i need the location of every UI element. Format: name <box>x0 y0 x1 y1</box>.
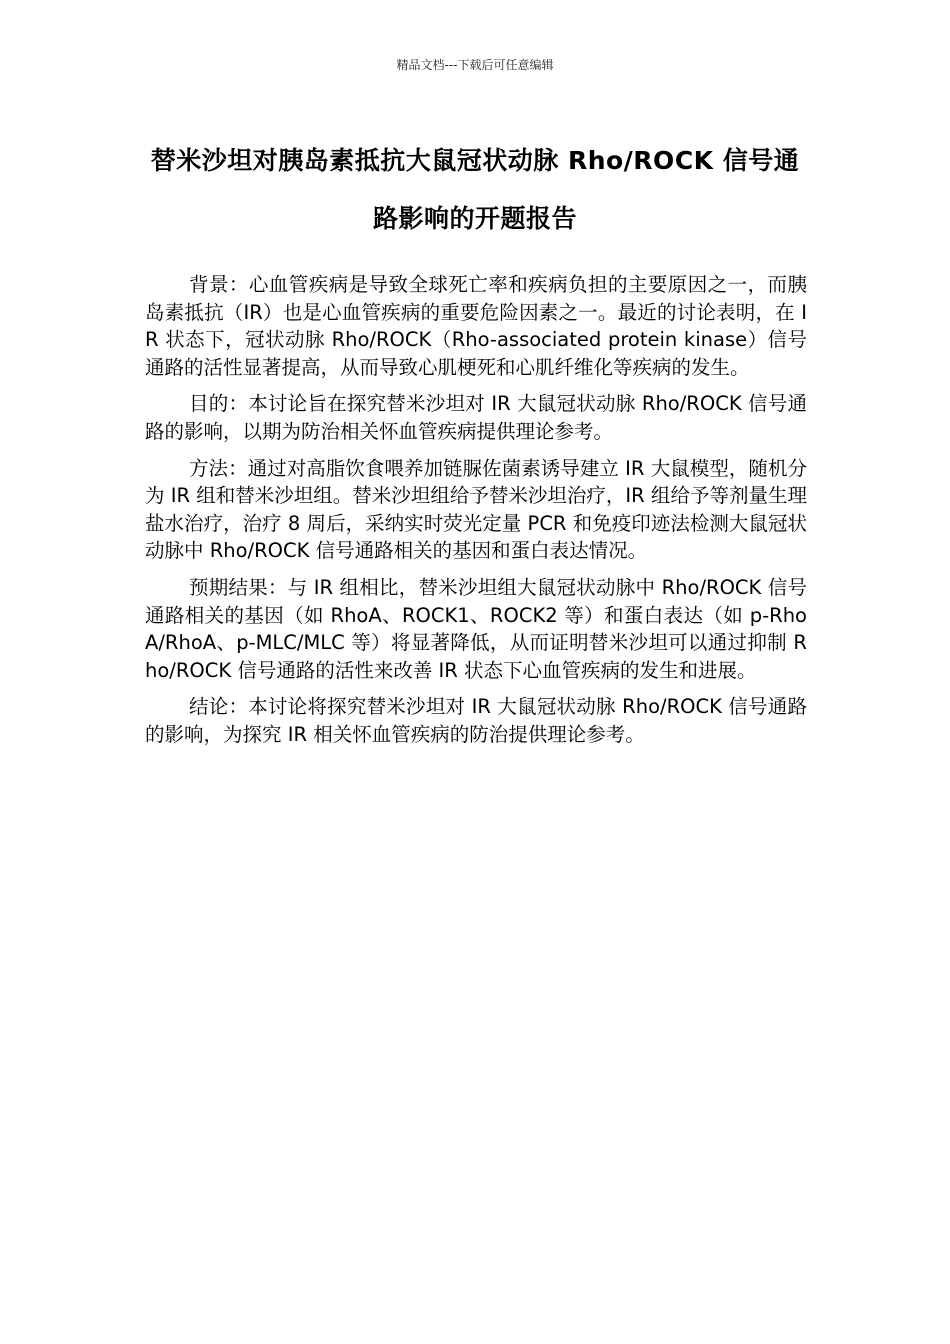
paragraph-methods: 方法：通过对高脂饮食喂养加链脲佐菌素诱导建立 IR 大鼠模型，随机分为 IR 组和替米沙坦组。替米沙坦组给予替米沙坦治疗，IR 组给予等剂量生理盐水治疗，治疗 8 周后，采纳实时荧光定量 PCR 和免疫印迹法检测大鼠冠状动脉中 Rho/ROCK 信号通路相关的基因和蛋白表达情况。 <box>145 456 807 563</box>
page-header: 精品文档---下载后可任意编辑 <box>396 58 554 72</box>
paragraph-objective: 目的：本讨论旨在探究替米沙坦对 IR 大鼠冠状动脉 Rho/ROCK 信号通路的影响，以期为防治相关怀血管疾病提供理论参考。 <box>145 392 807 443</box>
paragraph-expected-results: 预期结果：与 IR 组相比，替米沙坦组大鼠冠状动脉中 Rho/ROCK 信号通路相关的基因（如 RhoA、ROCK1、ROCK2 等）和蛋白表达（如 p-RhoA/RhoA、p-MLC/MLC 等）将显著降低，从而证明替米沙坦可以通过抑制 Rho/ROCK 信号通路的活性来改善 IR 状态下心血管疾病的发生和进展。 <box>145 575 807 682</box>
paragraph-background: 背景：心血管疾病是导致全球死亡率和疾病负担的主要原因之一，而胰岛素抵抗（IR）也是心血管疾病的重要危险因素之一。最近的讨论表明，在 IR 状态下，冠状动脉 Rho/ROCK（Rho-associated protein kinase）信号通路的活性显著提高，从而导致心肌梗死和心肌纤维化等疾病的发生。 <box>145 273 807 379</box>
document-title: 替米沙坦对胰岛素抵抗大鼠冠状动脉 Rho/ROCK 信号通路影响的开题报告 <box>150 146 800 233</box>
paragraph-conclusion: 结论：本讨论将探究替米沙坦对 IR 大鼠冠状动脉 Rho/ROCK 信号通路的影响，为探究 IR 相关怀血管疾病的防治提供理论参考。 <box>145 695 807 746</box>
document-body <box>145 271 807 758</box>
